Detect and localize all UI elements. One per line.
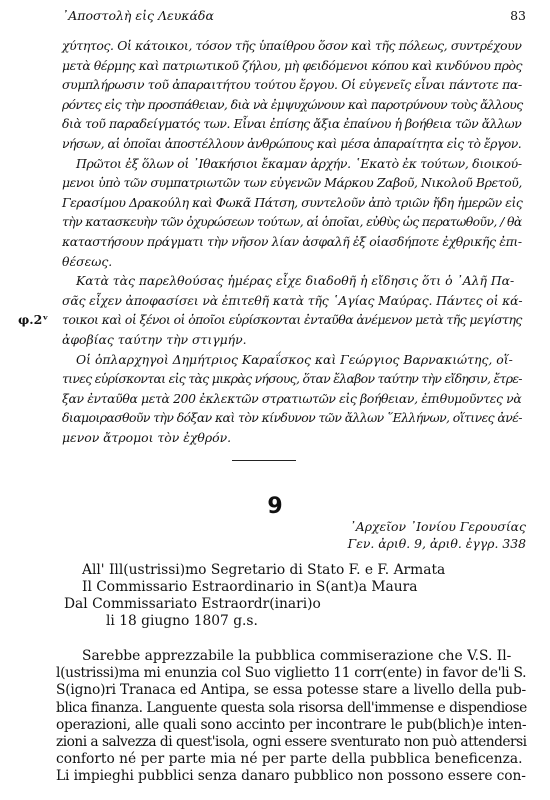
text-line: Κατὰ τὰς παρελθούσας ἡμέρας εἶχε διαδοθῆ ἡ εἴδησις ὅτι ὁ ᾿Αλῆ Πα- [76, 273, 515, 289]
text-line: l(ustrissi)ma mi enunzia col Suo viglietto 11 corr(ente) in favor de'li S. [56, 665, 527, 682]
text-line: zioni a salvezza di quest'isola, ogni essere sventurato non può attendersi [56, 734, 527, 751]
paragraph-2 [62, 154, 522, 272]
text-line: Πρῶτοι ἐξ ὅλων οἱ ᾿Ιθακήσιοι ἔκαμαν ἀρχήν. ῾Εκατὸ ἐκ τούτων, διοικού- [76, 155, 522, 171]
text-line: ρόντες εἰς τὴν προσπάθειαν, διὰ νὰ ἐμψυχώνουν καὶ παροτρύνουν τοὺς ἄλλους [62, 96, 523, 112]
text-line: Sarebbe apprezzabile la pubblica commiserazione che V.S. Il- [82, 648, 512, 664]
greek-text-block [62, 36, 522, 447]
archive-name: ᾿Αρχεῖον ᾿Ιονίου Γερουσίας [349, 519, 526, 534]
page-number: 83 [510, 8, 526, 23]
text-line: μενοι ὑπὸ τῶν συμπατριωτῶν των εὐγενῶν Μάρκου Ζαβοῦ, Νικολοῦ Βρετοῦ, [62, 175, 522, 191]
folio-margin-note: φ.2ᵛ [18, 312, 49, 327]
text-line: μενον ἄτρομοι τὸν ἐχθρόν. [62, 429, 232, 445]
paragraph-3 [62, 271, 522, 349]
text-line: χύτητος. Οἱ κάτοικοι, τόσον τῆς ὑπαίθρου ὅσον καὶ τῆς πόλεως, συντρέχουν [62, 38, 522, 53]
paragraph-1 [62, 36, 522, 154]
letter-body [56, 648, 526, 786]
text-line: S(igno)ri Tranaca ed Antipa, se essa potesse stare a livello della pub- [56, 682, 527, 699]
text-line: θέσεως. [62, 253, 113, 269]
text-line: blica finanza. Languente questa sola risorsa dell'immense e dispendiose [56, 699, 527, 716]
paragraph-4 [62, 350, 522, 448]
text-line: διαμοιρασθοῦν τὴν δόξαν καὶ τὸν κίνδυνον τῶν ἄλλων ῞Ελλήνων, οἵτινες ἀνέ- [62, 410, 522, 426]
text-line: Γερασίμου Δρακούλη καὶ Φωκᾶ Πάτση, συντελοῦν ἀπὸ τριῶν ἤδη ἡμερῶν εἰς [62, 194, 523, 210]
text-line: ἀφοβίας ταύτην τὴν στιγμήν. [62, 331, 247, 347]
text-line: τινες εὑρίσκονται εἰς τὰς μικρὰς νήσους, ὅταν ἔλαβον ταύτην τὴν εἴδησιν, ἔτρε- [62, 371, 522, 387]
text-line: διὰ τοῦ παραδείγματός των. Εἶναι ἐπίσης ἄξια ἐπαίνου ἡ βοήθεια τῶν ἄλλων [62, 116, 522, 132]
text-line: τὴν κατασκευὴν τῶν ὀχυρώσεων τούτων, αἱ ὁποῖαι, εὐθὺς ὡς περατωθοῦν, / θὰ [62, 214, 522, 230]
address-origin: Dal Commissariato Estraordr(inari)o [64, 596, 321, 612]
text-line: Li impieghi pubblici senza danaro pubblico non possono essere con- [56, 768, 526, 785]
archive-numbers: Γεν. ἀριθ. 9, ἀριθ. ἐγγρ. 338 [347, 536, 526, 551]
text-line: καταστήσουν πράγματι τὴν νῆσον λίαν ἀσφαλῆ ἐξ οἱασδήποτε ἐχθρικῆς ἐπι- [62, 233, 522, 249]
section-divider [232, 460, 296, 461]
address-sender: Il Commissario Estraordinario in S(ant)a Maura [82, 579, 418, 595]
address-recipient: All' Ill(ustrissi)mo Segretario di Stato F. e F. Armata [82, 562, 446, 578]
text-line: σᾶς εἶχεν ἀποφασίσει νὰ ἐπιτεθῆ κατὰ τῆς ῾Αγίας Μαύρας. Πάντες οἱ κά- [62, 292, 523, 308]
document-number: 9 [267, 494, 283, 519]
text-line: Οἱ ὁπλαρχηγοὶ Δημήτριος Καραΐσκος καὶ Γεώργιος Βαρνακιώτης, οἵ- [76, 351, 513, 367]
archive-reference [348, 518, 526, 552]
running-title: ᾿Αποστολὴ εἰς Λευκάδα [62, 8, 214, 23]
text-line: νήσων, αἱ ὁποῖαι ἀποστέλλουν ἀνθρώπους καὶ μέσα ἀπαραίτητα εἰς τὸ ἔργον. [62, 135, 522, 151]
text-line: conforto né per parte mia né per parte della pubblica beneficenza. [56, 751, 523, 768]
letter-address [64, 562, 445, 630]
text-line: συμπλήρωσιν τοῦ ἀπαραιτήτου τούτου ἔργου. Οἱ εὐγενεῖς εἶναι πάντοτε πα- [62, 77, 522, 93]
text-line: ξαν ἐνταῦθα μετὰ 200 ἐκλεκτῶν στρατιωτῶν εἰς βοήθειαν, ἐπιθυμοῦντες νὰ [62, 390, 522, 406]
letter-date: li 18 giugno 1807 g.s. [106, 613, 258, 629]
text-line: operazioni, alle quali sono accinto per incontrare le pub(blich)e inten- [56, 716, 527, 733]
text-line: μετὰ θέρμης καὶ πατριωτικοῦ ζήλου, μὴ φειδόμενοι κόπου καὶ κινδύνου πρὸς [62, 57, 523, 73]
text-line: τοικοι καὶ οἱ ξένοι οἱ ὁποῖοι εὑρίσκονται ἐνταῦθα ἀνέμενον μετὰ τῆς μεγίστης [62, 312, 522, 328]
